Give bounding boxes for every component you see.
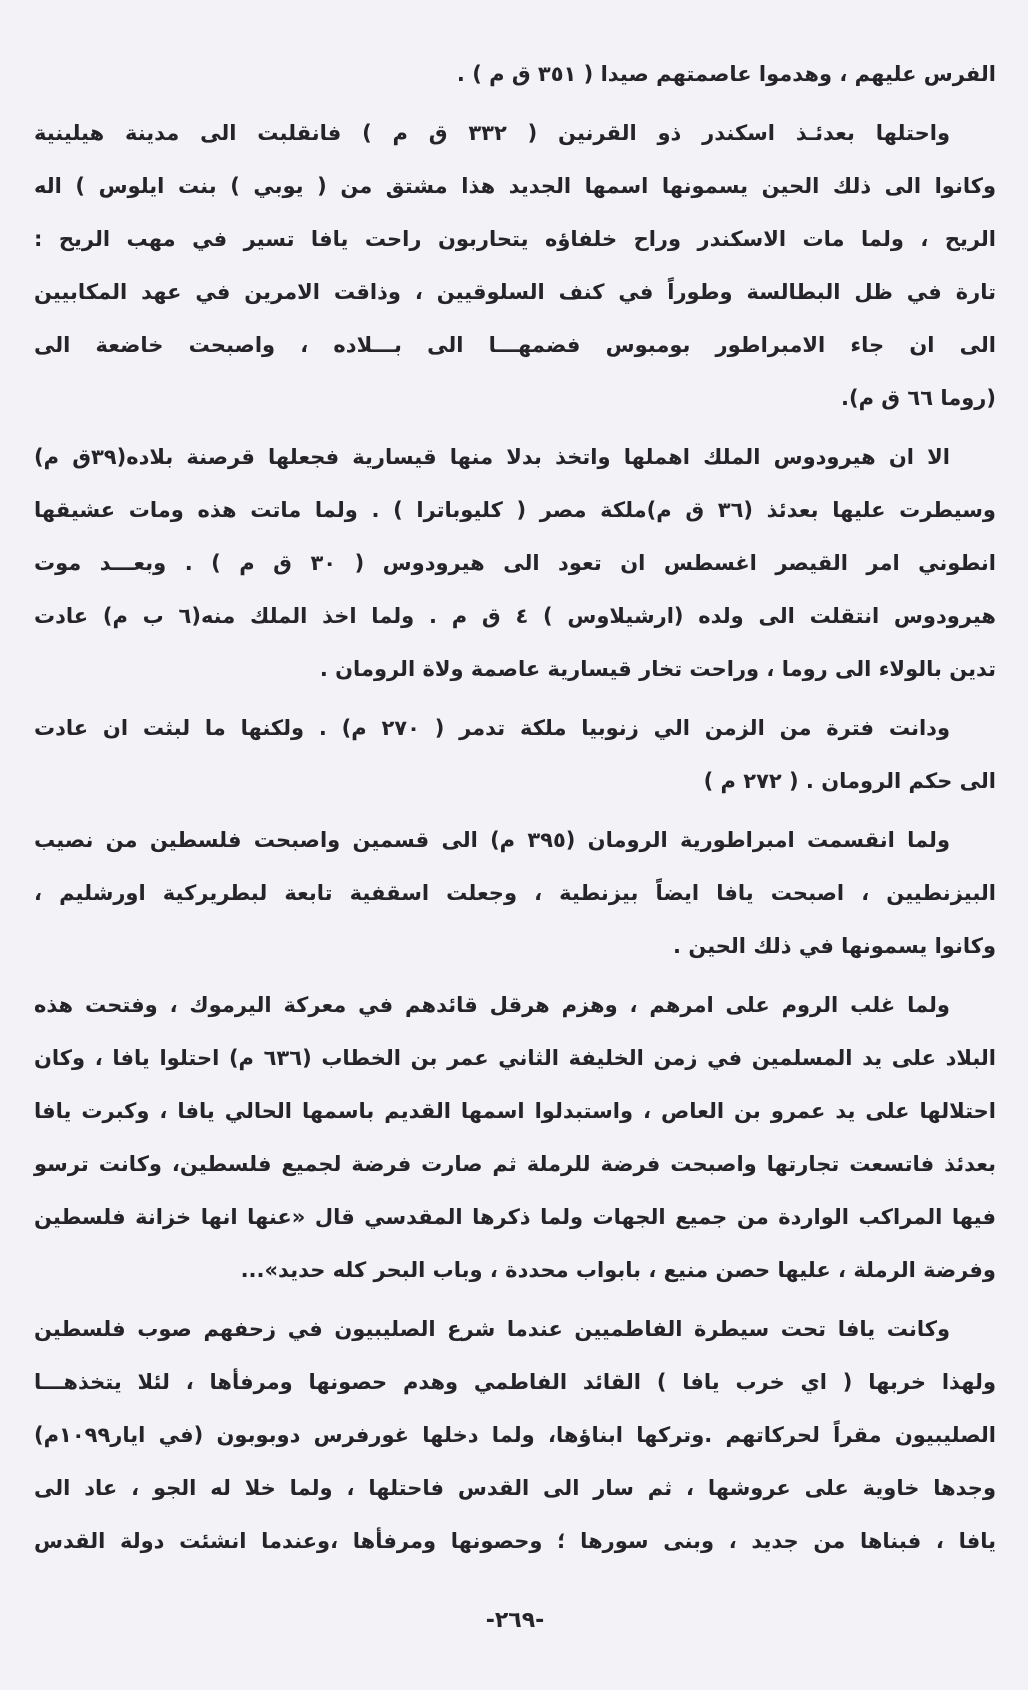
text-line: وكانوا الى ذلك الحين يسمونها اسمها الجديد هذا مشتق من ( يوبي ) بنت ايلوس ) اله (34, 174, 996, 198)
text-line: (روما ٦٦ ق م). (841, 386, 996, 410)
text-line: هيرودوس انتقلت الى ولده (ارشيلاوس ) ٤ ق م . ولما اخذ الملك منه(٦ ب م) عادت (34, 604, 996, 628)
paragraph (34, 1303, 996, 1568)
text-line: ولهذا خربها ( اي خرب يافا ) القائد الفاطمي وهدم حصونها ومرفأها ، لئلا يتخذهـــا (34, 1370, 996, 1394)
paragraph (34, 107, 996, 425)
text-line: بعدئذ فاتسعت تجارتها واصبحت فرضة للرملة ثم صارت فرضة لجميع فلسطين، وكانت ترسو (34, 1152, 996, 1176)
text-line: الا ان هيرودوس الملك اهملها واتخذ بدلا منها قيسارية فجعلها قرصنة بلاده(٣٩ق م) (34, 445, 951, 469)
text-line: ولما غلب الروم على امرهم ، وهزم هرقل قائدهم في معركة اليرموك ، وفتحت هذه (34, 993, 950, 1017)
text-line: وسيطرت عليها بعدئذ (٣٦ ق م)ملكة مصر ( كليوباترا ) . ولما ماتت هذه ومات عشيقها (34, 498, 996, 522)
text-line: فيها المراكب الواردة من جميع الجهات ولما ذكرها المقدسي قال «عنها انها خزانة فلسطين (34, 1205, 996, 1229)
text-line: البيزنطيين ، اصبحت يافا ايضاً بيزنطية ، وجعلت اسقفية تابعة لبطريركية اورشليم ، (34, 881, 996, 905)
text-line: احتلالها على يد عمرو بن العاص ، واستبدلوا اسمها القديم باسمها الحالي يافا ، وكبرت يافا (34, 1099, 996, 1123)
text-line: الى حكم الرومان . ( ٢٧٢ م ) (703, 769, 996, 793)
text-line: انطوني امر القيصر اغسطس ان تعود الى هيرودوس ( ٣٠ ق م ) . وبعـــد موت (34, 551, 996, 575)
text-line: البلاد على يد المسلمين في زمن الخليفة الثاني عمر بن الخطاب (٦٣٦ م) احتلوا يافا ، وكان (34, 1046, 996, 1070)
paragraph (34, 979, 996, 1297)
text-line: ودانت فترة من الزمن الي زنوبيا ملكة تدمر ( ٢٧٠ م) . ولكنها ما لبثت ان عادت (34, 716, 950, 740)
text-line: يافا ، فبناها من جديد ، وبنى سورها ؛ وحصونها ومرفأها ،وعندما انشئت دولة القدس (34, 1529, 996, 1553)
body-text (34, 48, 996, 1568)
paragraph (34, 702, 996, 808)
text-line: وجدها خاوية على عروشها ، ثم سار الى القدس فاحتلها ، ولما خلا له الجو ، عاد الى (34, 1476, 996, 1500)
text-line: تارة في ظل البطالسة وطوراً في كنف السلوقيين ، وذاقت الامرين في عهد المكابيين (34, 280, 996, 304)
text-line: واحتلها بعدئـذ اسكندر ذو القرنين ( ٣٣٢ ق م ) فانقلبت الى مدينة هيلينية (34, 121, 950, 145)
text-line: الصليبيون مقراً لحركاتهم .وتركها ابناؤها، ولما دخلها غورفرس دوبوبون (في ايار١٠٩٩م) (34, 1423, 996, 1447)
text-line: تدين بالولاء الى روما ، وراحت تخار قيسارية عاصمة ولاة الرومان . (319, 657, 996, 681)
text-line: الى ان جاء الامبراطور بومبوس فضمهـــا الى بـــلاده ، واصبحت خاضعة الى (34, 333, 996, 357)
text-line: الريح ، ولما مات الاسكندر وراح خلفاؤه يتحاربون راحت يافا تسير في مهب الريح : (34, 227, 996, 251)
text-line: وكانوا يسمونها في ذلك الحين . (673, 934, 996, 958)
paragraph (34, 431, 996, 696)
text-line: وفرضة الرملة ، عليها حصن منيع ، بابواب محددة ، وباب البحر كله حديد»... (240, 1258, 996, 1282)
text-line: ولما انقسمت امبراطورية الرومان (٣٩٥ م) الى قسمين واصبحت فلسطين من نصيب (34, 828, 950, 852)
paragraph (34, 814, 996, 973)
paragraph (34, 48, 996, 101)
page-number: -٢٦٩- (485, 1608, 545, 1633)
text-line: الفرس عليهم ، وهدموا عاصمتهم صيدا ( ٣٥١ ق م ) . (456, 62, 996, 86)
text-line: وكانت يافا تحت سيطرة الفاطميين عندما شرع الصليبيون في زحفهم صوب فلسطين (34, 1317, 950, 1341)
